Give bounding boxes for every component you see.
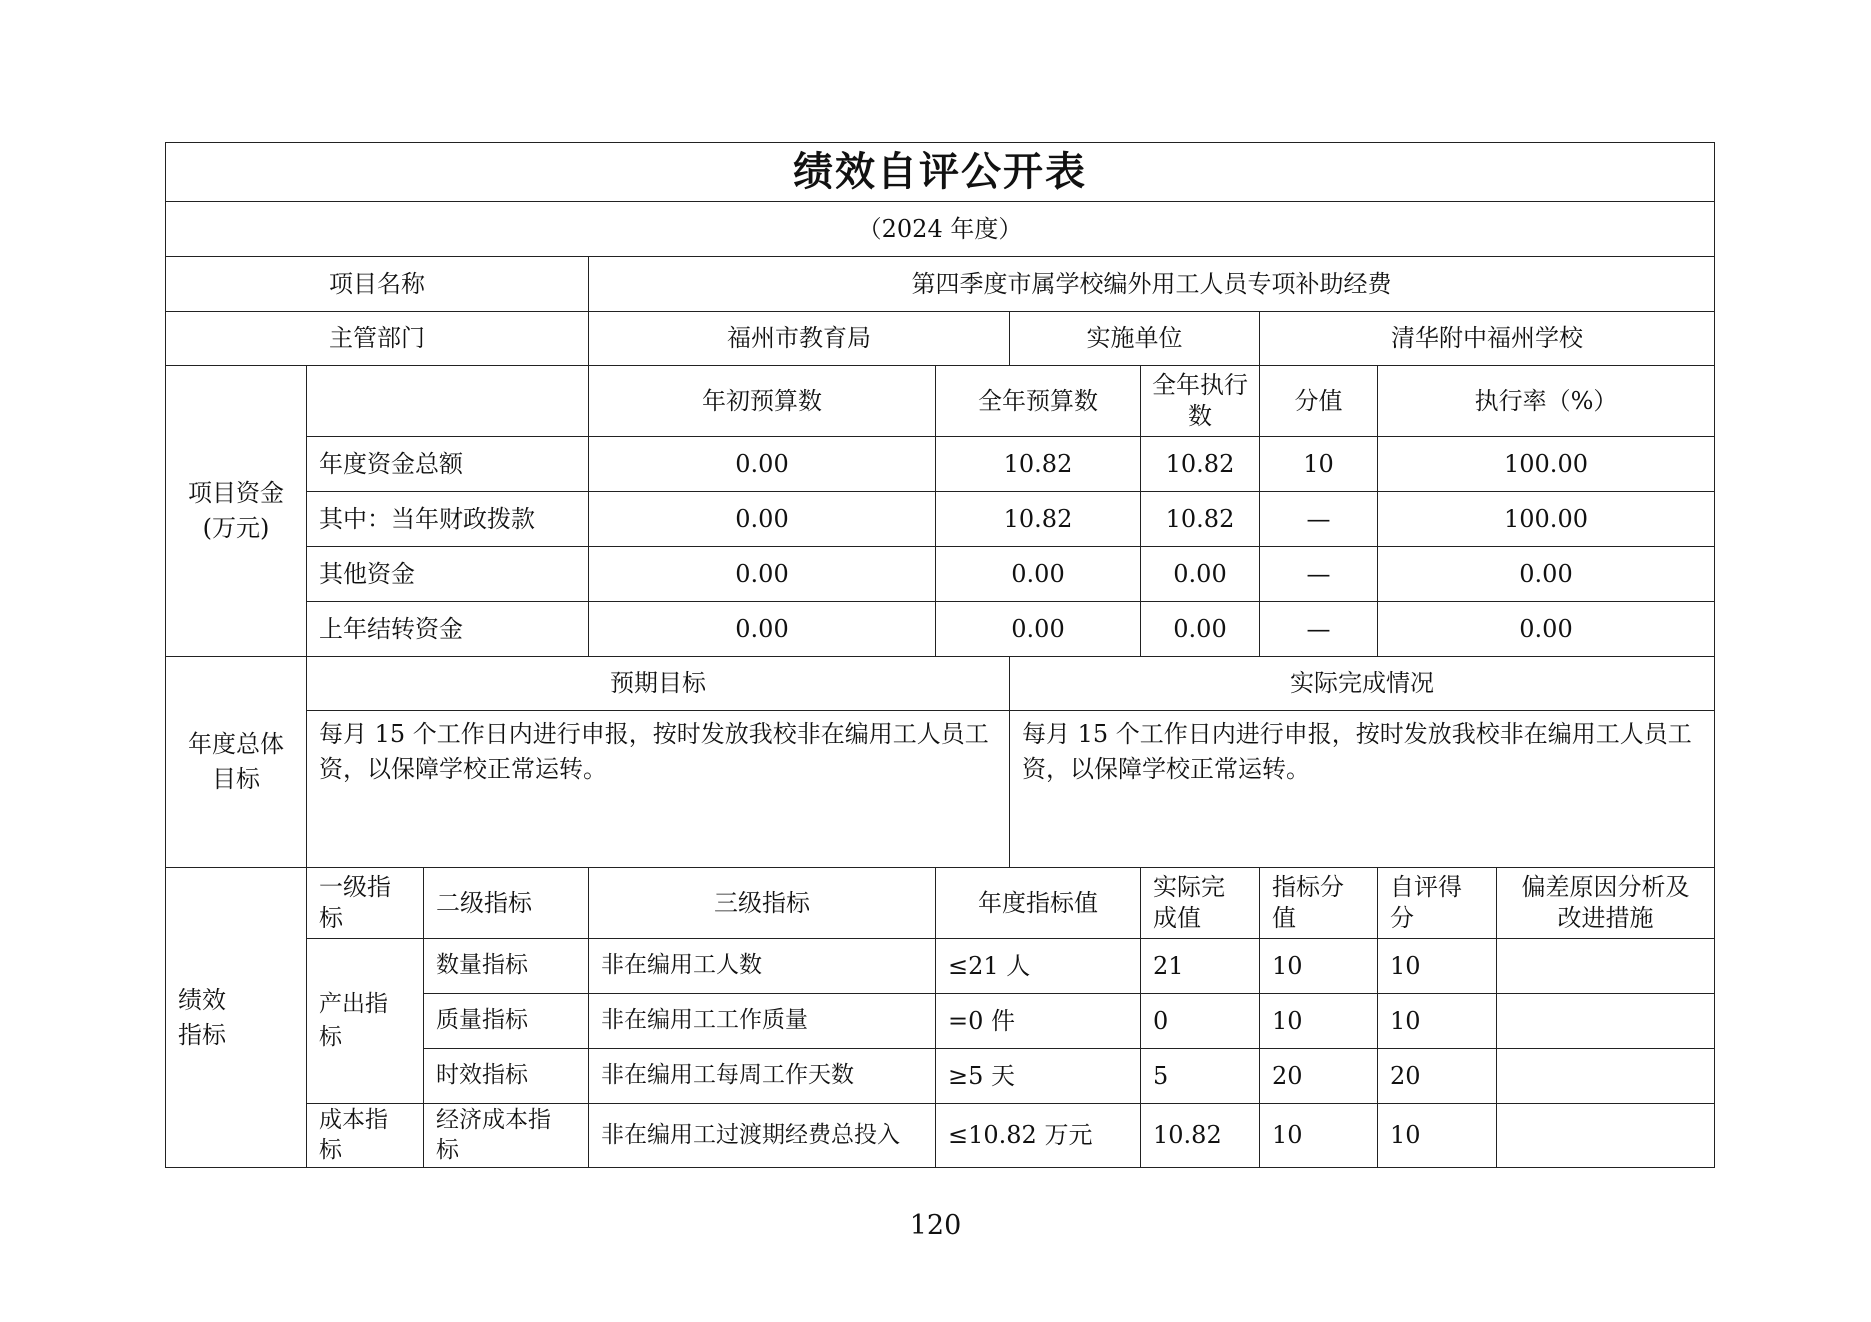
funds-score-value: — (1260, 492, 1378, 547)
indicator-analysis (1497, 1104, 1715, 1168)
indicators-group-label: 绩效 指标 (166, 868, 307, 1168)
cost-indicator-label: 成本指 标 (307, 1104, 424, 1168)
indicator-header-weight: 指标分 值 (1260, 868, 1378, 939)
indicator-level3: 非在编用工每周工作天数 (589, 1049, 936, 1104)
indicator-header-level2: 二级指标 (424, 868, 589, 939)
table-row (166, 437, 1715, 492)
funds-score-value: — (1260, 547, 1378, 602)
indicator-level2: 经济成本指 标 (424, 1104, 589, 1168)
goals-group-label: 年度总体 目标 (166, 657, 307, 868)
funds-row-label: 其他资金 (307, 547, 589, 602)
implementing-unit-value: 清华附中福州学校 (1260, 312, 1715, 366)
expected-goal-text: 每月 15 个工作日内进行申报，按时发放我校非在编用工人员工资，以保障学校正常运转。 (307, 711, 1010, 868)
funds-initial: 0.00 (589, 437, 936, 492)
indicator-score: 20 (1378, 1049, 1497, 1104)
funds-executed: 10.82 (1141, 437, 1260, 492)
indicator-actual: 0 (1141, 994, 1260, 1049)
funds-rate: 0.00 (1378, 602, 1715, 657)
funds-header-initial: 年初预算数 (589, 366, 936, 437)
output-indicator-label: 产出指 标 (307, 939, 424, 1104)
funds-annual: 10.82 (936, 492, 1141, 547)
table-row (166, 602, 1715, 657)
funds-score-value: — (1260, 602, 1378, 657)
indicator-score: 10 (1378, 1104, 1497, 1168)
indicator-target: ≤21 人 (936, 939, 1141, 994)
actual-completion-header: 实际完成情况 (1010, 657, 1715, 711)
indicator-score: 10 (1378, 939, 1497, 994)
year-subtitle: （2024 年度） (166, 202, 1715, 257)
table-row (166, 1104, 1715, 1168)
indicator-actual: 5 (1141, 1049, 1260, 1104)
indicator-weight: 10 (1260, 994, 1378, 1049)
funds-row-label: 上年结转资金 (307, 602, 589, 657)
indicator-actual: 21 (1141, 939, 1260, 994)
indicator-level2: 质量指标 (424, 994, 589, 1049)
funds-group-label: 项目资金 (万元) (166, 366, 307, 657)
indicator-target: =0 件 (936, 994, 1141, 1049)
indicator-target: ≤10.82 万元 (936, 1104, 1141, 1168)
funds-header-annual: 全年预算数 (936, 366, 1141, 437)
funds-initial: 0.00 (589, 547, 936, 602)
funds-rate: 100.00 (1378, 437, 1715, 492)
indicator-header-actual: 实际完 成值 (1141, 868, 1260, 939)
indicator-header-target: 年度指标值 (936, 868, 1141, 939)
project-name-label: 项目名称 (166, 257, 589, 312)
indicator-weight: 10 (1260, 1104, 1378, 1168)
indicator-target: ≥5 天 (936, 1049, 1141, 1104)
table-title: 绩效自评公开表 (166, 143, 1715, 202)
page-number: 120 (909, 1210, 962, 1241)
indicator-level3: 非在编用工人数 (589, 939, 936, 994)
funds-header-executed: 全年执行数 (1141, 366, 1260, 437)
funds-annual: 0.00 (936, 547, 1141, 602)
indicator-score: 10 (1378, 994, 1497, 1049)
indicator-level3: 非在编用工过渡期经费总投入 (589, 1104, 936, 1168)
funds-header-rate: 执行率（%） (1378, 366, 1715, 437)
indicator-header-level1: 一级指 标 (307, 868, 424, 939)
project-name-value: 第四季度市属学校编外用工人员专项补助经费 (589, 257, 1715, 312)
actual-completion-text: 每月 15 个工作日内进行申报，按时发放我校非在编用工人员工资，以保障学校正常运转。 (1010, 711, 1715, 868)
indicator-analysis (1497, 994, 1715, 1049)
funds-rate: 0.00 (1378, 547, 1715, 602)
funds-annual: 10.82 (936, 437, 1141, 492)
funds-annual: 0.00 (936, 602, 1141, 657)
funds-row-label: 年度资金总额 (307, 437, 589, 492)
indicator-actual: 10.82 (1141, 1104, 1260, 1168)
expected-goal-header: 预期目标 (307, 657, 1010, 711)
indicator-weight: 10 (1260, 939, 1378, 994)
funds-rate: 100.00 (1378, 492, 1715, 547)
funds-header-blank (307, 366, 589, 437)
indicator-analysis (1497, 939, 1715, 994)
indicator-analysis (1497, 1049, 1715, 1104)
indicator-level2: 数量指标 (424, 939, 589, 994)
indicator-level3: 非在编用工工作质量 (589, 994, 936, 1049)
indicator-header-score: 自评得 分 (1378, 868, 1497, 939)
indicator-header-analysis: 偏差原因分析及 改进措施 (1497, 868, 1715, 939)
department-label: 主管部门 (166, 312, 589, 366)
indicator-header-level3: 三级指标 (589, 868, 936, 939)
table-row (166, 492, 1715, 547)
funds-row-label: 其中：当年财政拨款 (307, 492, 589, 547)
funds-initial: 0.00 (589, 492, 936, 547)
funds-executed: 0.00 (1141, 602, 1260, 657)
funds-initial: 0.00 (589, 602, 936, 657)
table-row (166, 547, 1715, 602)
table-row (166, 939, 1715, 994)
performance-self-evaluation-table (165, 142, 1715, 1168)
indicator-weight: 20 (1260, 1049, 1378, 1104)
funds-header-score-value: 分值 (1260, 366, 1378, 437)
funds-executed: 10.82 (1141, 492, 1260, 547)
department-value: 福州市教育局 (589, 312, 1010, 366)
funds-score-value: 10 (1260, 437, 1378, 492)
implementing-unit-label: 实施单位 (1010, 312, 1260, 366)
funds-executed: 0.00 (1141, 547, 1260, 602)
indicator-level2: 时效指标 (424, 1049, 589, 1104)
